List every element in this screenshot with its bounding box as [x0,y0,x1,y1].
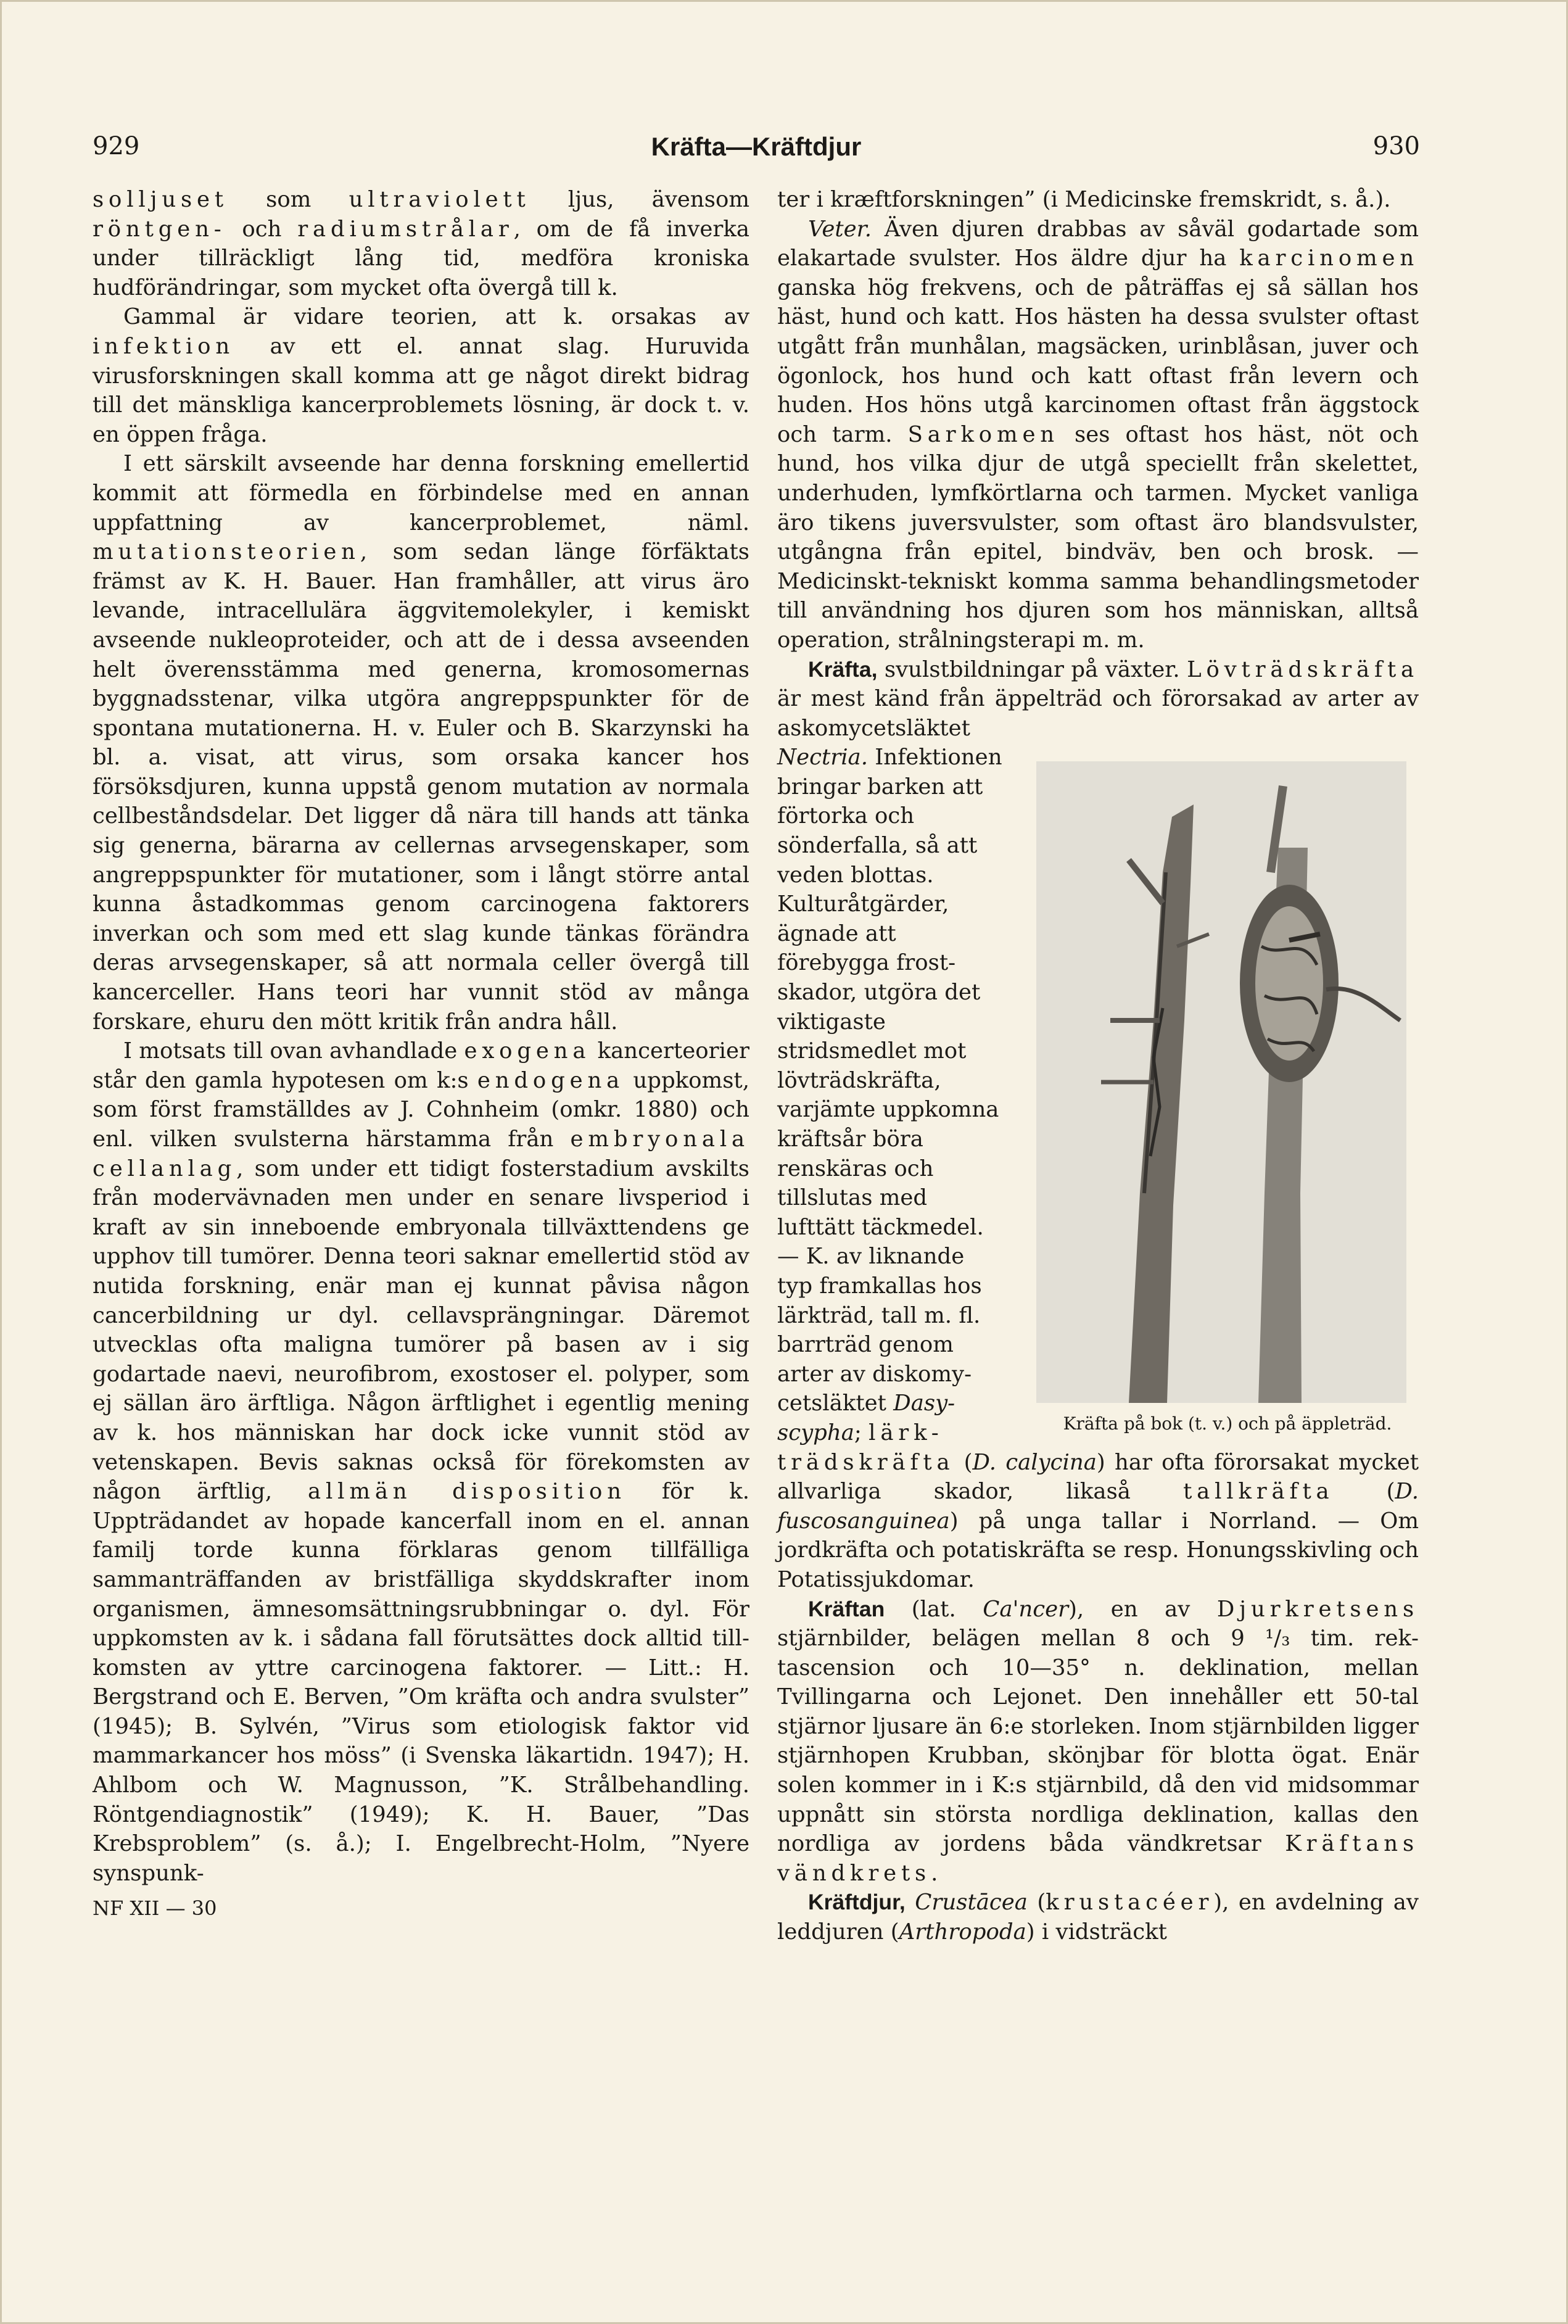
spaced-term: solljuset [93,187,228,212]
spaced-term: Sarkomen [907,421,1059,447]
figure [1036,761,1419,1435]
paragraph [93,185,749,302]
spaced-term: infektion [93,333,235,359]
text-run: ( [954,1449,973,1475]
text-run: Även djuren drabbas av såväl godartade som elakartade svulster. Hos äldre djur ha [777,216,1419,271]
text-run: (lat. [885,1596,983,1622]
text-run: stjärnbilder, belägen mellan 8 och 9 ¹/₃ tim. rektascension och 10—35° n. deklination, mellan Tvillingarna och Lejonet. Den innehåller ett 50-tal stjärnor ljusare än 6:e storleken. Inom stjärnbilden ligger stjärnhopen Krubban, skönjbar för blotta ögat. Enär solen kommer in i K:s stjärnbild, då den vid midsommar uppnått sin största nordliga deklination, kallas den nordliga av jordens båda vändkretsar [777,1626,1419,1857]
spaced-term: Kräftans vändkrets [777,1831,1419,1886]
text-run: ( [1027,1890,1046,1916]
text-run: svulstbildningar på växter. [877,656,1187,682]
figure-block [777,743,1419,1447]
text-run: som [228,187,349,212]
italic-term: D. fuscosanguinea [777,1479,1419,1534]
page-title: Kräfta—Kräftdjur [651,132,862,161]
spaced-term: exogena [464,1038,591,1064]
italic-term: Ca'ncer [983,1596,1069,1622]
spaced-term: trädskräfta [777,1449,955,1475]
paragraph [777,185,1419,215]
spaced-term: lärk- [869,1420,944,1445]
entry-kraftdjur [777,1888,1419,1946]
paragraph [777,215,1419,655]
left-column [93,185,749,1924]
text-run: Gammal är vidare teorien, att k. orsakas av [123,304,749,330]
text-run: ), en avdelning av leddjuren ( [777,1890,1419,1945]
spaced-term: karcinomen [1239,246,1419,271]
entry-krafta-continued [777,743,1002,1447]
left-page-number: 929 [93,132,140,160]
paragraph [93,449,749,1036]
text-run: ) i vidsträckt [1026,1919,1167,1945]
italic-term: Veter. [808,216,872,242]
page-header [93,132,1420,169]
spaced-term: radiumstrålar [297,216,514,242]
text-run: ganska hög frekvens, och de påträffas ej så sällan hos häst, hund och katt. Hos hästen ha dessa svulster oftast utgått från munhålan, magsäcken, urinblåsan, juver och ögonlock, hos hund och katt oftast från levern och huden. Hos höns utgå karcinomen oftast från äggstock och tarm. [777,275,1419,447]
right-column [777,185,1419,1947]
text-run: ter i kræftforskningen” (i Medicinske fremskridt, s. å.). [777,187,1391,212]
text-run: I ett särskilt avseende har denna forskning emellertid kommit att förmedla en förbindelse med en annan uppfattning av kancerproblemet, näml. [93,451,749,536]
italic-term: Dasyscypha [777,1391,955,1445]
entry-headword: Kräftan [808,1596,885,1621]
signature-mark: NF XII — 30 [93,1896,217,1921]
figure-caption: Kräfta på bok (t. v.) och på äppleträd. [1063,1413,1392,1434]
text-run: , om de få inverka under tillräckligt lång tid, medföra kroniska hudförändringar, som mycket ofta övergå till k. [93,216,749,300]
entry-krafta [777,655,1419,743]
text-run: är mest känd från äppelträd och förorsakad av arter av askomycetsläktet [777,686,1419,741]
spaced-term: allmän disposition [308,1479,626,1505]
text-run: ), en av [1068,1596,1217,1622]
text-run: . [931,1860,938,1886]
entry-kraftan [777,1595,1419,1888]
text-run: ) har ofta förorsakat mycket allvarliga skador, likaså [777,1449,1419,1505]
italic-term: D. calycina [972,1449,1097,1475]
text-run: ) på unga tallar i Norrland. — Om jordkräfta och potatiskräfta se resp. Honungsskivling och Potatissjukdomar. [777,1508,1419,1592]
right-page-number: 930 [1372,132,1420,160]
spaced-term: tallkräfta [1183,1479,1334,1505]
entry-headword: Kräftdjur, [808,1890,906,1915]
spaced-term: endogena [477,1067,625,1093]
text-run [906,1890,915,1915]
spaced-term: Djurkretsens [1216,1596,1419,1622]
italic-term: Crustācea [915,1890,1028,1916]
entry-headword: Kräfta, [808,656,878,682]
text-run: och [226,216,298,242]
entry-krafta-end [777,1448,1419,1595]
text-run: , som sedan länge förfäktats främst av K. H. Bauer. Han framhåller, att virus äro levande, intracellulära äggvitemolekyler, i kemiskt avseende nukleoproteider, och att de i dessa avseenden helt överensstämma med generna, kromosomernas byggnadsstenar, vilka utgöra angreppspunkter för de spontana mutationerna. H. v. Euler och B. Skarzynski ha bl. a. visat, att virus, som orsaka kancer hos försöksdjuren, kunna uppstå genom mutation av normala cellbeståndsdelar. Det ligger då nära till hands att tänka sig generna, bärarna av cellernas arvsegenskaper, som angreppspunkter för mutationer, som i långt större antal kunna åstadkommas genom carcinogena faktorers inverkan och som med ett slag kunde tänkas förändra deras arvsegenskaper, så att normala celler övergå till kancerceller. Hans teori har vunnit stöd av många forskare, ehuru den mött kritik från andra håll. [93,539,749,1035]
text-run: ; [854,1420,869,1445]
italic-term: Arthropoda [899,1919,1026,1945]
spaced-term: krustacéer [1046,1890,1214,1916]
text-run: uppkomst, som först framställdes av J. Cohnheim (omkr. 1880) och enl. vilken svulsterna härstamma från [93,1067,749,1152]
text-run: ( [1334,1479,1395,1505]
text-run: I motsats till ovan avhandlade [123,1038,464,1064]
text-run: kancerteorier står den gamla hypotesen om k:s [93,1038,749,1093]
canker-photo [1036,761,1406,1403]
text-run: för k. Uppträdandet av hopade kancerfall inom en el. annan familj torde kunna förklaras genom tillfälliga sammanträffanden av bristfälliga skyddskrafter inom organismen, ämnesomsättningsrubbningar o. dyl. För uppkomsten av k. i sådana fall förutsättes dock alltid tillkomsten av yttre carcinogena faktorer. — Litt.: H. Bergstrand och E. Berven, ”Om kräfta och andra svulster” (1945); B. Sylvén, ”Virus som etiologisk faktor vid mammarkancer hos möss” (i Svenska läkartidn. 1947); H. Ahlbom och W. Magnusson, ”K. Strålbehandling. Röntgendiagnostik” (1949); K. H. Bauer, ”Das Krebsproblem” (s. å.); I. Engelbrecht-Holm, ”Nyere synspunk- [93,1479,749,1886]
paragraph [93,302,749,449]
text-run: , som under ett tidigt fosterstadium avskilts från modervävnaden men under en senare livsperiod i kraft av sin inneboende embryonala tillväxttendens ge upphov till tumörer. Denna teori saknar emellertid stöd av nutida forskning, enär man ej kunnat påvisa någon cancerbildning ur dyl. cellavsprängningar. Däremot utvecklas ofta maligna tumörer på basen av i sig godartade naevi, neurofibrom, exostoser el. polyper, som ej sällan äro ärftliga. Någon ärftlighet i egentlig mening av k. hos människan har dock icke vunnit stöd av vetenskapen. Bevis saknas också för förekomsten av någon ärftlig, [93,1156,749,1505]
text-run: ljus, ävensom [530,187,749,212]
text-run: Infektionen bringar barken att förtorka och sönderfalla, så att veden blottas. Kulturåtgärder, ägnade att förebygga frostskador, utgöra det viktigaste stridsmedlet mot lövträdskräfta, varjämte uppkomna kräftsår böra renskäras och tillslutas med lufttätt täckmedel. — K. av liknande typ framkallas hos lärkträd, tall m. fl. barrträd genom arter av diskomycetsläktet [777,745,1002,1416]
italic-term: Nectria. [777,745,868,771]
spaced-term: ultraviolett [349,187,530,212]
spaced-term: mutationsteorien [93,539,360,565]
paragraph [93,1036,749,1888]
spaced-term: röntgen- [93,216,226,242]
spaced-term: embryonala cellanlag [93,1127,749,1181]
text-run: ses oftast hos häst, nöt och hund, hos vilka djur de utgå speciellt från skelettet, underhuden, lymfkörtlarna och tarmen. Mycket vanliga äro tikens juversvulster, som oftast äro blandsvulster, utgångna från epitel, bindväv, ben och brosk. — Medicinskt-tekniskt komma samma behandlingsmetoder till användning hos djuren som hos människan, alltså operation, strålningsterapi m. m. [777,421,1419,653]
spaced-term: Lövträdskräfta [1187,656,1419,682]
text-run: av ett el. annat slag. Huruvida virusforskningen skall komma att ge något direkt bidrag till det mänskliga kancerproblemets lösning, är dock t. v. en öppen fråga. [93,333,749,447]
